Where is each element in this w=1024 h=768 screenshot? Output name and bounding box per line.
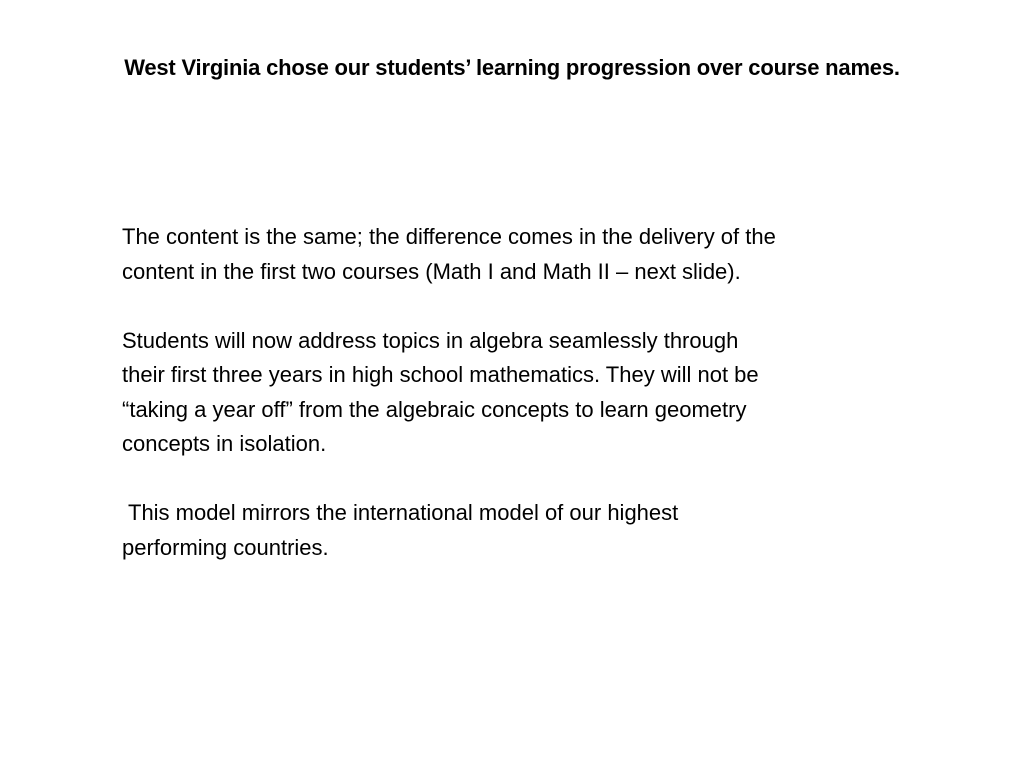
paragraph-algebra-progression: [122, 324, 922, 462]
slide-title: West Virginia chose our students’ learning progression over course names.: [124, 55, 900, 80]
paragraph-international-model: [122, 496, 922, 565]
paragraph-line: This model mirrors the international model of our highest: [128, 500, 679, 525]
paragraph-line: concepts in isolation.: [122, 431, 327, 456]
paragraph-line: Students will now address topics in algebra seamlessly through: [122, 327, 739, 353]
paragraph-line: performing countries.: [122, 534, 329, 560]
paragraph-content-delivery: [122, 220, 922, 289]
paragraph-line: content in the first two courses (Math I and Math II – next slide).: [122, 258, 741, 284]
slide-body: [122, 220, 922, 565]
paragraph-line: The content is the same; the difference comes in the delivery of the: [122, 224, 776, 249]
paragraph-line: “taking a year off” from the algebraic concepts to learn geometry: [122, 396, 747, 422]
paragraph-line: their first three years in high school mathematics. They will not be: [122, 362, 759, 387]
